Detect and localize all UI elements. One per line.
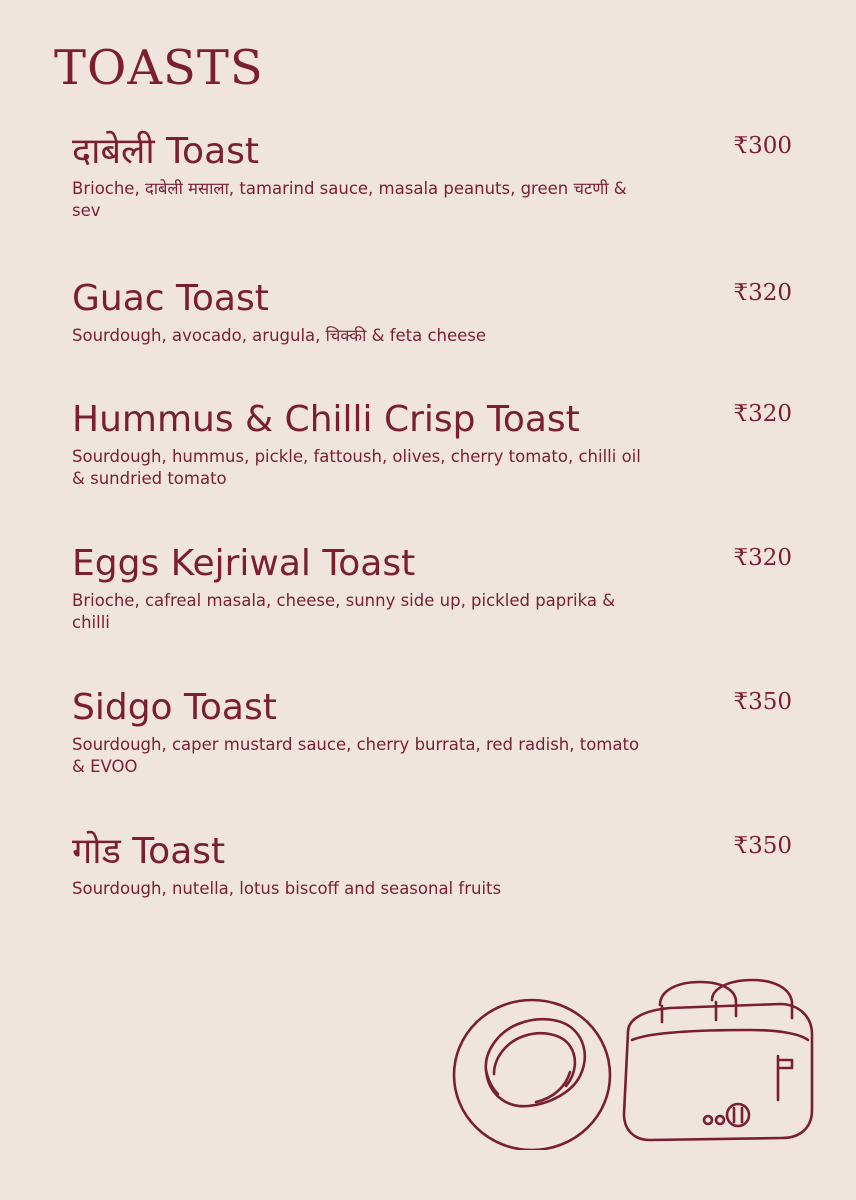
item-name: Eggs Kejriwal Toast <box>72 543 416 584</box>
item-price: ₹350 <box>733 833 792 859</box>
item-price: ₹320 <box>733 280 792 306</box>
item-name: Sidgo Toast <box>72 687 277 728</box>
item-name: गोड Toast <box>72 831 226 872</box>
toaster-icon <box>624 980 812 1140</box>
item-name: दाबेली Toast <box>72 131 260 172</box>
item-description: Brioche, cafreal masala, cheese, sunny side up, pickled paprika & chilli <box>72 591 616 632</box>
menu-item-sidgo-toast <box>72 686 792 778</box>
item-description: Sourdough, avocado, arugula, चिक्की & feta cheese <box>72 326 487 345</box>
menu-item-god-toast <box>72 830 792 900</box>
item-description: Sourdough, caper mustard sauce, cherry burrata, red radish, tomato & EVOO <box>72 735 640 776</box>
toast-and-toaster-illustration-icon <box>450 960 820 1150</box>
item-name: Hummus & Chilli Crisp Toast <box>72 399 580 440</box>
menu-item-eggs-kejriwal-toast <box>72 542 792 634</box>
item-description: Sourdough, nutella, lotus biscoff and seasonal fruits <box>72 879 502 898</box>
menu-item-dabeli-toast <box>72 130 792 222</box>
item-price: ₹320 <box>733 545 792 571</box>
item-price: ₹350 <box>733 689 792 715</box>
item-price: ₹320 <box>733 401 792 427</box>
item-name: Guac Toast <box>72 278 269 319</box>
page-title: TOASTS <box>54 40 264 96</box>
menu-item-guac-toast <box>72 277 792 347</box>
item-description: Sourdough, hummus, pickle, fattoush, olives, cherry tomato, chilli oil & sundried tomato <box>72 447 641 488</box>
plate-icon <box>454 1000 610 1150</box>
item-price: ₹300 <box>733 133 792 159</box>
item-description: Brioche, दाबेली मसाला, tamarind sauce, masala peanuts, green चटणी & sev <box>72 179 627 220</box>
menu-item-hummus-chilli-crisp-toast <box>72 398 792 490</box>
